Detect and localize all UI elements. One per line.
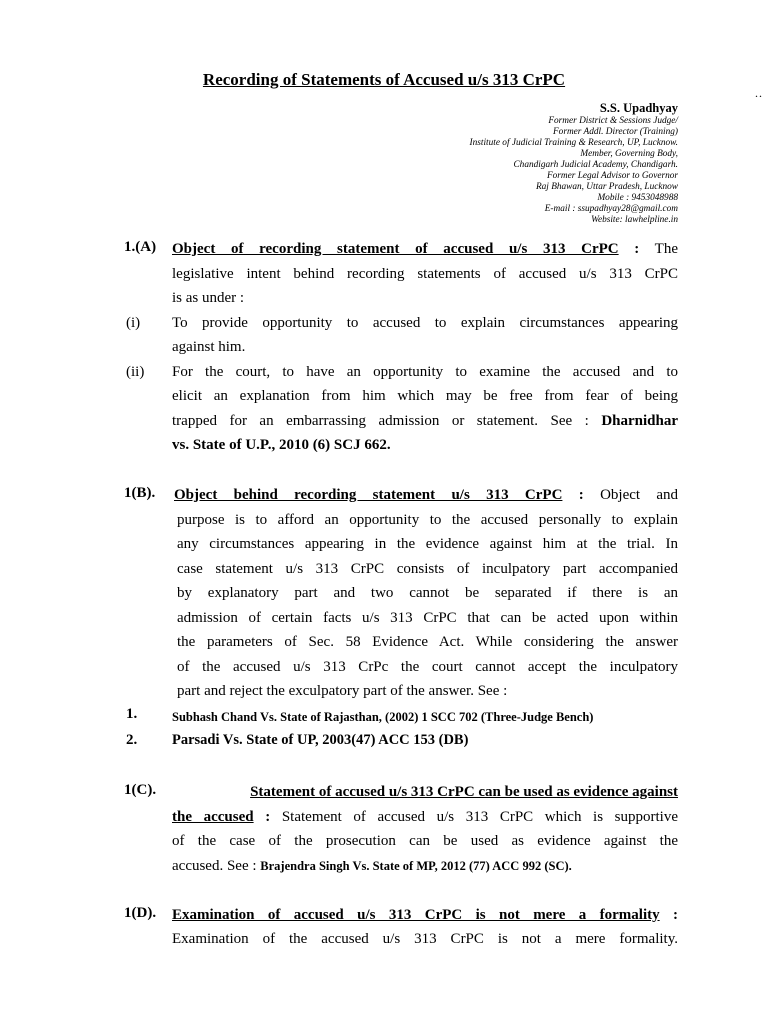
item-i-label: (i)	[126, 315, 141, 331]
section-1a-colon: :	[634, 241, 640, 257]
item-ii-line	[172, 409, 678, 434]
case-citation: vs. State of U.P., 2010 (6) SCJ 662.	[172, 437, 391, 453]
author-line: E-mail : ssupadhyay28@gmail.com	[544, 204, 678, 214]
section-1b-line: the parameters of Sec. 58 Evidence Act. While considering the answer	[177, 634, 678, 650]
section-1c-line	[172, 805, 678, 830]
section-1b-line: by explanatory part and two cannot be separated if there is an	[177, 585, 678, 601]
section-1a-intro-first: The	[654, 241, 678, 257]
section-1b-label: 1(B).	[124, 485, 156, 501]
section-1d-heading: Examination of accused u/s 313 CrPC is not mere a formality	[172, 907, 660, 923]
document-title: Recording of Statements of Accused u/s 313 CrPC	[202, 70, 566, 89]
section-1d-label: 1(D).	[124, 905, 157, 921]
section-1b-first-words: Object and	[600, 487, 679, 503]
section-1b-colon: :	[578, 487, 584, 503]
section-1d-line: Examination of the accused u/s 313 CrPC is not a mere formality.	[172, 931, 678, 947]
section-1b-line: of the accused u/s 313 CrPc the court cannot accept the inculpatory	[177, 659, 678, 675]
citation-number: 2.	[126, 732, 138, 748]
section-1c-line4-start: accused. See :	[172, 858, 257, 874]
section-1c-label: 1(C).	[124, 782, 157, 798]
section-1c-line2-rest: Statement of accused u/s 313 CrPC which is supportive	[281, 809, 678, 825]
section-1c-line	[172, 854, 678, 879]
section-1c-line: of the case of the prosecution can be used as evidence against the	[172, 833, 678, 849]
section-1a-heading: Object of recording statement of accused u/s 313 CrPC	[172, 241, 619, 257]
section-1a-intro-line: is as under :	[172, 290, 245, 306]
item-i-line: against him.	[172, 339, 246, 355]
item-ii-line: For the court, to have an opportunity to examine the accused and to	[172, 364, 678, 380]
case-citation: Parsadi Vs. State of UP, 2003(47) ACC 153 (DB)	[172, 732, 469, 748]
author-line: Raj Bhawan, Uttar Pradesh, Lucknow	[535, 182, 678, 192]
section-1b-line: any circumstances appearing in the evidence against him at the trial. In	[177, 536, 678, 552]
section-1d-colon: :	[673, 907, 679, 923]
author-line: Former Legal Advisor to Governor	[546, 171, 678, 181]
item-ii-label: (ii)	[126, 364, 145, 380]
section-1b-line: purpose is to afford an opportunity to the accused personally to explain	[177, 512, 678, 528]
section-1c-heading-cont: the accused	[172, 809, 254, 825]
section-1b-line: case statement u/s 313 CrPC consists of inculpatory part accompanied	[177, 561, 678, 577]
section-1b-line: part and reject the exculpatory part of the answer. See :	[177, 683, 508, 699]
section-1b-heading-line	[174, 483, 678, 508]
author-line: Mobile : 9453048988	[597, 193, 678, 203]
author-line: Former District & Sessions Judge/	[548, 116, 678, 126]
section-1a-label: 1.(A)	[124, 239, 157, 255]
section-1c-colon: :	[265, 809, 271, 825]
author-line: Website: lawhelpline.in	[591, 215, 678, 225]
section-1d-heading-line	[172, 903, 678, 928]
citation-number: 1.	[126, 706, 138, 722]
author-block	[278, 101, 678, 226]
case-citation: Dharnidhar	[601, 413, 678, 429]
section-1a-heading-line	[172, 237, 678, 262]
item-ii-line3-text: trapped for an embarrassing admission or statement. See :	[172, 413, 589, 429]
section-1b-heading: Object behind recording statement u/s 313 CrPC	[174, 487, 563, 503]
author-line: Institute of Judicial Training & Research, UP, Lucknow.	[469, 138, 678, 148]
section-1a-intro-line: legislative intent behind recording statements of accused u/s 313 CrPC	[172, 266, 678, 282]
author-line: Former Addl. Director (Training)	[553, 127, 678, 137]
author-line: Member, Governing Body,	[580, 149, 678, 159]
author-name: S.S. Upadhyay	[599, 101, 678, 115]
author-line: Chandigarh Judicial Academy, Chandigarh.	[513, 160, 678, 170]
case-citation: Brajendra Singh Vs. State of MP, 2012 (77) ACC 992 (SC).	[260, 859, 572, 873]
section-1c-heading: Statement of accused u/s 313 CrPC can be used as evidence against	[250, 784, 678, 800]
section-1b-line: admission of certain facts u/s 313 CrPC that can be acted upon within	[177, 610, 678, 626]
corner-mark: ..	[755, 86, 763, 100]
item-ii-line: elicit an explanation from him which may be free from fear of being	[172, 388, 678, 404]
item-i-line: To provide opportunity to accused to explain circumstances appearing	[172, 315, 678, 331]
case-citation: Subhash Chand Vs. State of Rajasthan, (2002) 1 SCC 702 (Three-Judge Bench)	[172, 710, 594, 724]
